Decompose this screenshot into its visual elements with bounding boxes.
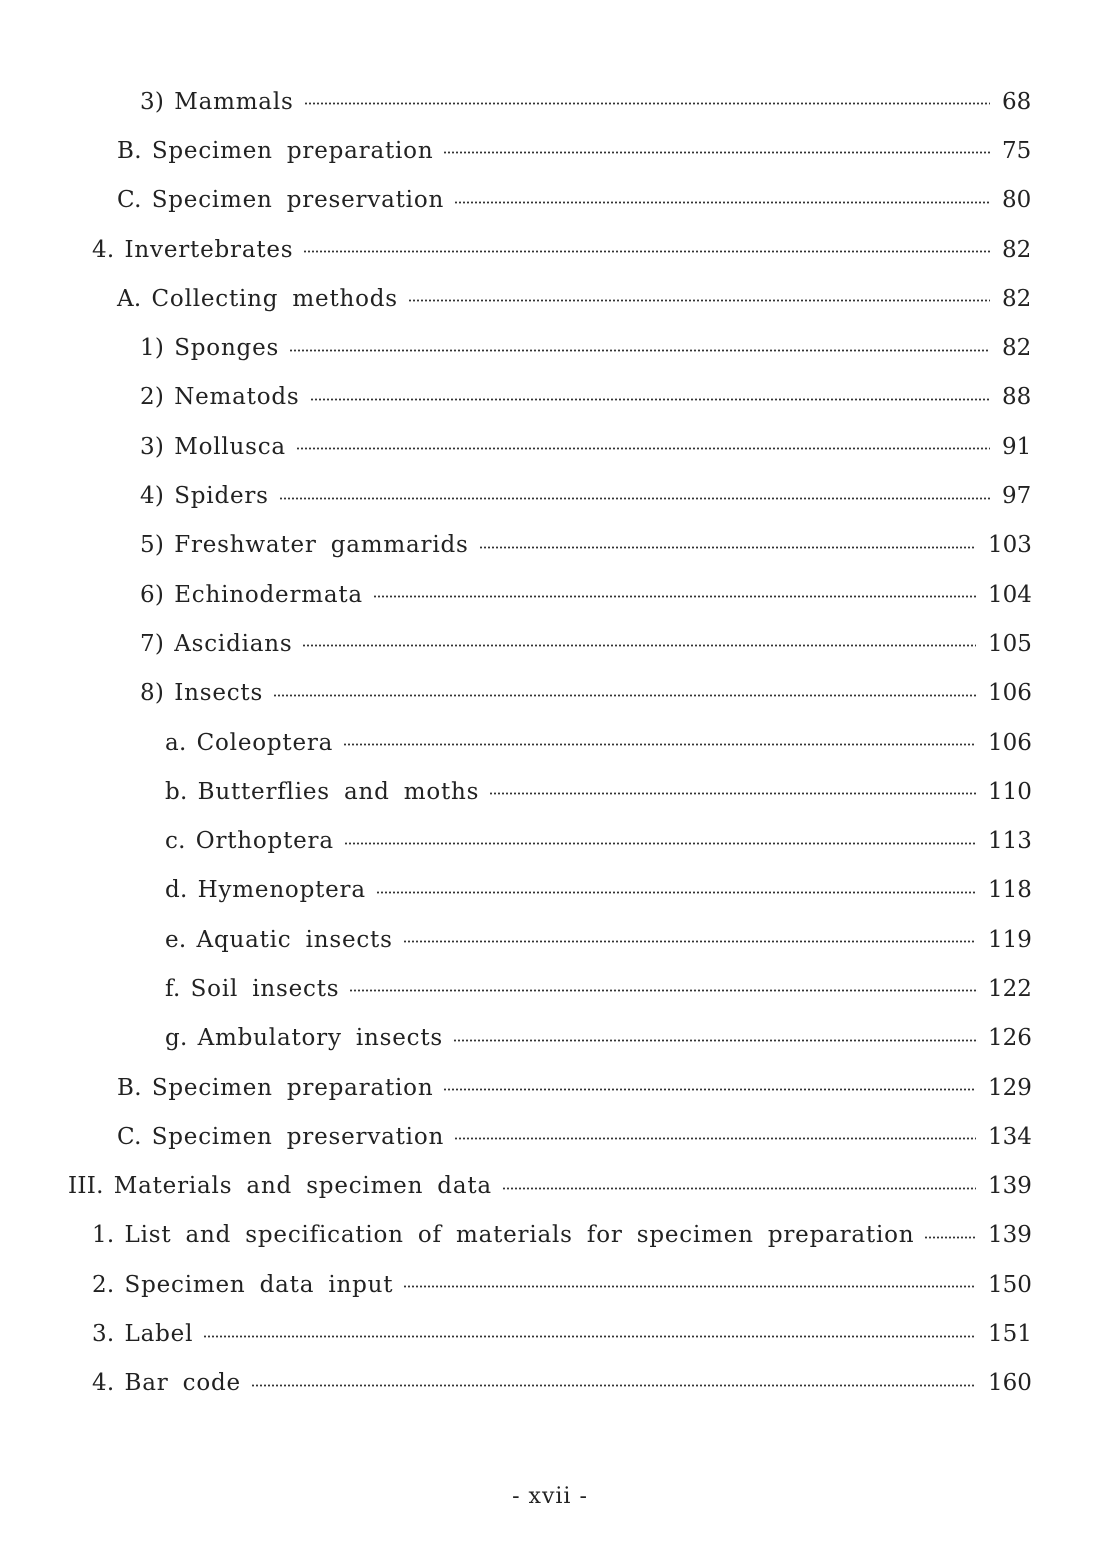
toc-entry-number: d. bbox=[165, 877, 188, 904]
toc-entry-page: 160 bbox=[988, 1370, 1032, 1397]
toc-entry-soil-insects[interactable] bbox=[0, 964, 1100, 1013]
toc-entry-specimen-data-input[interactable] bbox=[0, 1260, 1100, 1309]
dot-leader bbox=[376, 891, 976, 894]
toc-entry-page: 106 bbox=[988, 729, 1032, 756]
toc-entry-title: Aquatic insects bbox=[196, 926, 393, 953]
toc-entry-title: Sponges bbox=[174, 335, 280, 362]
toc-entry-page: 151 bbox=[988, 1321, 1032, 1348]
toc-entry-insects[interactable] bbox=[0, 669, 1100, 718]
toc-entry-number: 4. bbox=[92, 1370, 115, 1397]
dot-leader bbox=[502, 1187, 976, 1190]
toc-entry-number: 5) bbox=[140, 532, 165, 559]
toc-entry-page: 122 bbox=[988, 975, 1032, 1002]
toc-entry-title: Mollusca bbox=[174, 433, 286, 460]
toc-entry-specimen-preparation[interactable] bbox=[0, 126, 1100, 175]
toc-entry-number: 2. bbox=[92, 1271, 115, 1298]
dot-leader bbox=[304, 102, 990, 105]
dot-leader bbox=[279, 497, 990, 500]
toc-entry-number: 3) bbox=[140, 88, 165, 115]
toc-entry-number: 8) bbox=[140, 680, 165, 707]
dot-leader bbox=[273, 694, 976, 697]
toc-entry-title: Soil insects bbox=[190, 975, 340, 1002]
toc-entry-title: Collecting methods bbox=[151, 285, 398, 312]
toc-entry-title: Specimen preservation bbox=[151, 1123, 445, 1150]
toc-entry-title: Materials and specimen data bbox=[113, 1173, 492, 1200]
toc-entry-title: Bar code bbox=[124, 1370, 241, 1397]
toc-entry-bar-code[interactable] bbox=[0, 1359, 1100, 1408]
toc-entry-page: 139 bbox=[988, 1222, 1032, 1249]
dot-leader bbox=[373, 595, 976, 598]
toc-entry-page: 80 bbox=[1002, 187, 1032, 214]
toc-entry-title: Specimen preparation bbox=[151, 1074, 434, 1101]
toc-entry-page: 150 bbox=[988, 1271, 1032, 1298]
toc-entry-specimen-preservation[interactable] bbox=[0, 1112, 1100, 1161]
toc-entry-title: Specimen preparation bbox=[151, 137, 434, 164]
toc-entry-title: Freshwater gammarids bbox=[174, 532, 469, 559]
toc-entry-number: 2) bbox=[140, 384, 165, 411]
toc-entry-page: 126 bbox=[988, 1025, 1032, 1052]
dot-leader bbox=[296, 447, 990, 450]
toc-entry-page: 103 bbox=[988, 532, 1032, 559]
toc-entry-page: 82 bbox=[1002, 335, 1032, 362]
toc-entry-title: Ambulatory insects bbox=[197, 1025, 443, 1052]
toc-entry-page: 134 bbox=[988, 1123, 1032, 1150]
dot-leader bbox=[310, 398, 991, 401]
toc-entry-page: 106 bbox=[988, 680, 1032, 707]
toc-entry-page: 97 bbox=[1002, 483, 1032, 510]
toc-entry-mollusca[interactable] bbox=[0, 422, 1100, 471]
toc-entry-number: B. bbox=[117, 137, 142, 164]
toc-entry-number: b. bbox=[165, 778, 188, 805]
toc-entry-specimen-preservation[interactable] bbox=[0, 176, 1100, 225]
dot-leader bbox=[403, 940, 976, 943]
dot-leader bbox=[344, 842, 976, 845]
toc-entry-number: 6) bbox=[140, 581, 165, 608]
toc-entry-nematods[interactable] bbox=[0, 373, 1100, 422]
dot-leader bbox=[479, 546, 976, 549]
toc-entry-ascidians[interactable] bbox=[0, 619, 1100, 668]
toc-entry-label[interactable] bbox=[0, 1309, 1100, 1358]
toc-entry-number: f. bbox=[165, 975, 181, 1002]
toc-entry-title: Invertebrates bbox=[124, 236, 294, 263]
toc-entry-page: 88 bbox=[1002, 384, 1032, 411]
toc-entry-number: 1) bbox=[140, 335, 165, 362]
toc-entry-title: Orthoptera bbox=[195, 828, 334, 855]
dot-leader bbox=[454, 1137, 976, 1140]
toc-entry-number: g. bbox=[165, 1025, 188, 1052]
dot-leader bbox=[443, 151, 990, 154]
dot-leader bbox=[302, 644, 976, 647]
toc-entry-title: List and specification of materials for specimen preparation bbox=[124, 1222, 915, 1249]
dot-leader bbox=[349, 989, 976, 992]
toc-entry-page: 82 bbox=[1002, 236, 1032, 263]
dot-leader bbox=[489, 792, 976, 795]
toc-entry-page: 82 bbox=[1002, 285, 1032, 312]
toc-entry-title: Butterflies and moths bbox=[197, 778, 480, 805]
toc-entry-aquatic-insects[interactable] bbox=[0, 915, 1100, 964]
toc-entry-number: 4. bbox=[92, 236, 115, 263]
toc-entry-specimen-preparation[interactable] bbox=[0, 1063, 1100, 1112]
table-of-contents bbox=[0, 77, 1100, 1408]
toc-entry-ambulatory-insects[interactable] bbox=[0, 1014, 1100, 1063]
toc-entry-title: Echinodermata bbox=[174, 581, 363, 608]
toc-entry-number: A. bbox=[117, 285, 142, 312]
dot-leader bbox=[454, 201, 990, 204]
toc-entry-title: Coleoptera bbox=[196, 729, 334, 756]
toc-entry-number: B. bbox=[117, 1074, 142, 1101]
page-number-footer: - xvii - bbox=[512, 1484, 588, 1509]
toc-entry-title: Spiders bbox=[174, 483, 269, 510]
toc-entry-title: Mammals bbox=[174, 88, 294, 115]
toc-entry-page: 118 bbox=[988, 877, 1032, 904]
dot-leader bbox=[408, 299, 990, 302]
toc-entry-freshwater-gammarids[interactable] bbox=[0, 521, 1100, 570]
toc-entry-number: 1. bbox=[92, 1222, 115, 1249]
toc-entry-number: e. bbox=[165, 926, 187, 953]
toc-entry-orthoptera[interactable] bbox=[0, 816, 1100, 865]
toc-entry-title: Specimen data input bbox=[124, 1271, 394, 1298]
toc-entry-butterflies-and-moths[interactable] bbox=[0, 767, 1100, 816]
toc-entry-page: 105 bbox=[988, 630, 1032, 657]
toc-entry-title: Ascidians bbox=[174, 630, 293, 657]
toc-entry-page: 119 bbox=[988, 926, 1032, 953]
toc-entry-mammals[interactable] bbox=[0, 77, 1100, 126]
dot-leader bbox=[203, 1335, 976, 1338]
dot-leader bbox=[453, 1039, 976, 1042]
toc-entry-page: 139 bbox=[988, 1173, 1032, 1200]
toc-entry-page: 113 bbox=[988, 828, 1032, 855]
toc-entry-number: c. bbox=[165, 828, 186, 855]
toc-entry-number: C. bbox=[117, 187, 142, 214]
toc-entry-number: 3. bbox=[92, 1321, 115, 1348]
toc-entry-title: Hymenoptera bbox=[197, 877, 366, 904]
toc-entry-echinodermata[interactable] bbox=[0, 570, 1100, 619]
toc-entry-spiders[interactable] bbox=[0, 471, 1100, 520]
toc-entry-sponges[interactable] bbox=[0, 323, 1100, 372]
toc-entry-page: 129 bbox=[988, 1074, 1032, 1101]
toc-entry-invertebrates[interactable] bbox=[0, 225, 1100, 274]
toc-entry-list-and-specification[interactable] bbox=[0, 1211, 1100, 1260]
dot-leader bbox=[303, 250, 990, 253]
dot-leader bbox=[289, 349, 990, 352]
toc-entry-page: 91 bbox=[1002, 433, 1032, 460]
toc-entry-number: C. bbox=[117, 1123, 142, 1150]
toc-entry-page: 110 bbox=[988, 778, 1032, 805]
toc-entry-title: Nematods bbox=[174, 384, 300, 411]
toc-entry-hymenoptera[interactable] bbox=[0, 866, 1100, 915]
dot-leader bbox=[443, 1088, 976, 1091]
toc-entry-number: III. bbox=[68, 1173, 104, 1200]
toc-entry-page: 68 bbox=[1002, 88, 1032, 115]
toc-entry-title: Label bbox=[124, 1321, 194, 1348]
dot-leader bbox=[343, 743, 976, 746]
toc-entry-number: 3) bbox=[140, 433, 165, 460]
toc-entry-page: 75 bbox=[1002, 137, 1032, 164]
toc-entry-title: Insects bbox=[174, 680, 264, 707]
dot-leader bbox=[924, 1236, 976, 1239]
toc-entry-number: a. bbox=[165, 729, 187, 756]
toc-entry-collecting-methods[interactable] bbox=[0, 274, 1100, 323]
dot-leader bbox=[251, 1384, 976, 1387]
toc-entry-coleoptera[interactable] bbox=[0, 718, 1100, 767]
toc-entry-title: Specimen preservation bbox=[151, 187, 445, 214]
toc-entry-page: 104 bbox=[988, 581, 1032, 608]
toc-entry-number: 4) bbox=[140, 483, 165, 510]
toc-entry-number: 7) bbox=[140, 630, 165, 657]
dot-leader bbox=[403, 1285, 976, 1288]
toc-entry-materials-and-specimen-data[interactable] bbox=[0, 1162, 1100, 1211]
